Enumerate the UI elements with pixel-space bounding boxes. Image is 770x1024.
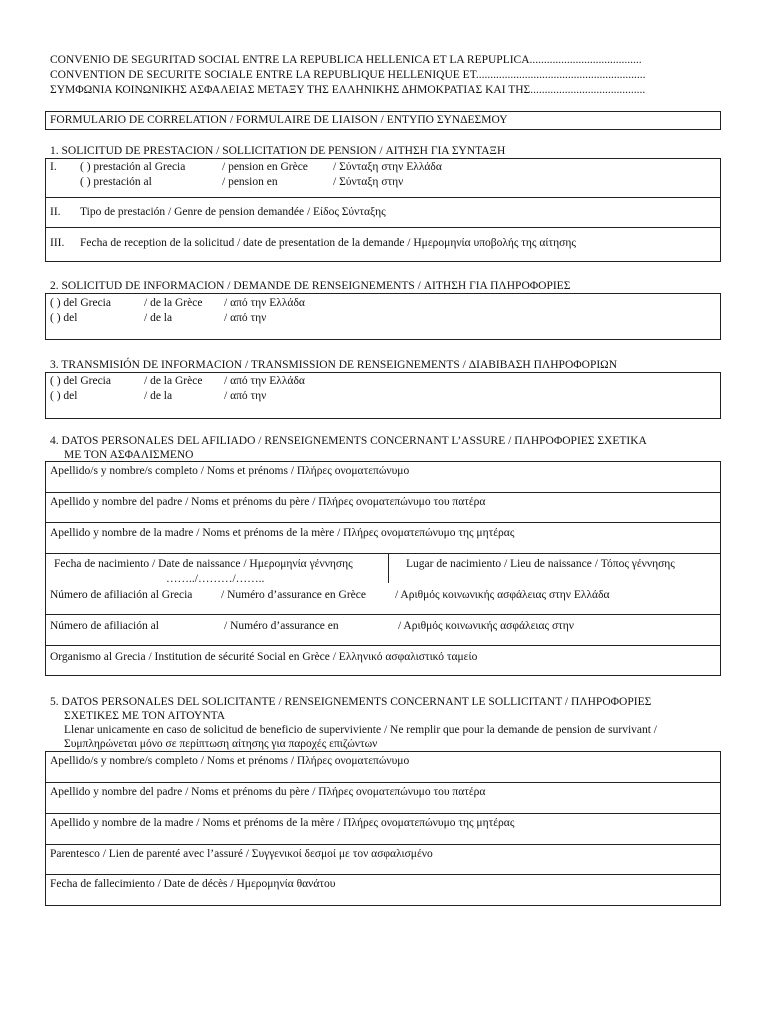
insured-birth-date-field[interactable]: Fecha de nacimiento / Date de naissance / Ημερομηνία γέννησης <box>54 558 353 570</box>
greek-institution-field[interactable]: Organismo al Grecia / Institution de sécurité Social en Grèce / Ελληνικό ασφαλιστικό ταμείο <box>50 651 478 663</box>
insured-birth-place-field[interactable]: Lugar de nacimiento / Lieu de naissance / Τόπος γέννησης <box>406 558 675 570</box>
insured-father-name-field[interactable]: Apellido y nombre del padre / Noms et prénoms du père / Πλήρες ονοματεπώνυμο του πατέρα <box>50 496 486 508</box>
info-transmit-greece-fr: / de la Grèce <box>144 375 203 387</box>
info-transmit-other-checkbox[interactable]: ( ) del <box>50 390 78 402</box>
prestation-other-checkbox[interactable]: ( ) prestación al <box>80 176 152 188</box>
form-title: FORMULARIO DE CORRELATION / FORMULAIRE DE LIAISON / ΕΝΤΥΠΟ ΣΥΝΔΕΣΜΟΥ <box>50 114 508 126</box>
section4-divider-5 <box>45 645 721 646</box>
section5-note-1: Llenar unicamente en caso de solicitud de beneficio de superviviente / Ne remplir que pour la demande de pension de survivant / <box>64 724 658 736</box>
prestation-greece-gr: / Σύνταξη στην Ελλάδα <box>333 161 442 173</box>
info-request-other-fr: / de la <box>144 312 173 324</box>
info-transmit-other-fr: / de la <box>144 390 173 402</box>
section5-divider-4 <box>45 874 721 875</box>
insured-full-name-field[interactable]: Apellido/s y nombre/s completo / Noms et prénoms / Πλήρες ονοματεπώνυμο <box>50 465 410 477</box>
insured-birth-date-blank: ……../………/…….. <box>166 573 265 585</box>
affiliation-other-field[interactable]: Número de afiliación al <box>50 620 159 632</box>
affiliation-greece-field[interactable]: Número de afiliación al Grecia <box>50 589 193 601</box>
section5-divider-1 <box>45 782 721 783</box>
prestation-greece-checkbox[interactable]: ( ) prestación al Grecia <box>80 161 186 173</box>
affiliation-other-gr: / Αριθμός κοινωνικής ασφάλειας στην <box>398 620 574 632</box>
section2-title: 2. SOLICITUD DE INFORMACION / DEMANDE DE RENSEIGNEMENTS / ΑΙΤΗΣΗ ΓΙΑ ΠΛΗΡΟΦΟΡΙΕΣ <box>50 280 571 292</box>
info-transmit-greece-checkbox[interactable]: ( ) del Grecia <box>50 375 111 387</box>
header-line-2: CONVENTION DE SECURITE SOCIALE ENTRE LA REPUBLIQUE HELLENIQUE ET........................................................... <box>50 69 646 81</box>
affiliation-greece-fr: / Numéro d’assurance en Grèce <box>221 589 366 601</box>
section3-title: 3. TRANSMISIÓN DE INFORMACION / TRANSMISSION DE RENSEIGNEMENTS / ΔΙΑΒΙΒΑΣΗ ΠΛΗΡΟΦΟΡΙΩΝ <box>50 359 618 371</box>
section5-divider-2 <box>45 813 721 814</box>
section4-birth-divider <box>388 553 389 583</box>
section4-title-2: ΜΕ ΤΟΝ ΑΣΦΑΛΙΣΜΕΝΟ <box>64 449 194 461</box>
applicant-full-name-field[interactable]: Apellido/s y nombre/s completo / Noms et prénoms / Πλήρες ονοματεπώνυμο <box>50 755 410 767</box>
prestation-other-gr: / Σύνταξη στην <box>333 176 404 188</box>
section4-title-1: 4. DATOS PERSONALES DEL AFILIADO / RENSEIGNEMENTS CONCERNANT L’ASSURE / ΠΛΗΡΟΦΟΡΙΕΣ ΣΧΕΤΙΚΑ <box>50 435 647 447</box>
section4-divider-2 <box>45 522 721 523</box>
section1-divider-2 <box>45 227 721 228</box>
section1-divider-1 <box>45 197 721 198</box>
insured-mother-name-field[interactable]: Apellido y nombre de la madre / Noms et prénoms de la mère / Πλήρες ονοματεπώνυμο της μητέρας <box>50 527 515 539</box>
affiliation-other-fr: / Numéro d’assurance en <box>224 620 339 632</box>
prestation-greece-fr: / pension en Grèce <box>222 161 308 173</box>
section1-title: 1. SOLICITUD DE PRESTACION / SOLLICITATION DE PENSION / ΑΙΤΗΣΗ ΓΙΑ ΣΥΝΤΑΞΗ <box>50 145 506 157</box>
section4-divider-1 <box>45 492 721 493</box>
info-transmit-other-gr: / από την <box>224 390 267 402</box>
section5-title-2: ΣΧΕΤΙΚΕΣ ΜΕ ΤΟΝ ΑΙΤΟΥΝΤΑ <box>64 710 226 722</box>
info-request-greece-fr: / de la Grèce <box>144 297 203 309</box>
info-request-greece-gr: / από την Ελλάδα <box>224 297 305 309</box>
prestation-other-fr: / pension en <box>222 176 278 188</box>
info-request-other-checkbox[interactable]: ( ) del <box>50 312 78 324</box>
section5-title-1: 5. DATOS PERSONALES DEL SOLICITANTE / RENSEIGNEMENTS CONCERNANT LE SOLLICITANT / ΠΛΗΡΟΦΟΡΙΕΣ <box>50 696 652 708</box>
info-transmit-greece-gr: / από την Ελλάδα <box>224 375 305 387</box>
section1-row1-num: I. <box>50 161 57 173</box>
section4-divider-4 <box>45 614 721 615</box>
header-line-1: CONVENIO DE SEGURITAD SOCIAL ENTRE LA REPUBLICA HELLENICA ET LA REPUPLICA....................................... <box>50 54 642 66</box>
header-line-3: ΣΥΜΦΩΝΙΑ ΚΟΙΝΩΝΙΚΗΣ ΑΣΦΑΛΕΙΑΣ ΜΕΤΑΞΥ ΤΗΣ ΕΛΛΗΝΙΚΗΣ ΔΗΜΟΚΡΑΤΙΑΣ ΚΑΙ ΤΗΣ........................................ <box>50 84 646 96</box>
pension-type-field[interactable]: Tipo de prestación / Genre de pension demandée / Είδος Σύνταξης <box>80 206 386 218</box>
section1-row2-num: II. <box>50 206 61 218</box>
death-date-field[interactable]: Fecha de fallecimiento / Date de décès / Ημερομηνία θανάτου <box>50 878 336 890</box>
section4-divider-3 <box>45 553 721 554</box>
info-request-other-gr: / από την <box>224 312 267 324</box>
affiliation-greece-gr: / Αριθμός κοινωνικής ασφάλειας στην Ελλάδα <box>395 589 610 601</box>
applicant-relationship-field[interactable]: Parentesco / Lien de parenté avec l’assuré / Συγγενικοί δεσμοί με τον ασφαλισμένο <box>50 848 433 860</box>
applicant-mother-name-field[interactable]: Apellido y nombre de la madre / Noms et prénoms de la mère / Πλήρες ονοματεπώνυμο της μητέρας <box>50 817 515 829</box>
section5-note-2: Συμπληρώνεται μόνο σε περίπτωση αίτησης για παροχές επιζώντων <box>64 738 378 750</box>
info-request-greece-checkbox[interactable]: ( ) del Grecia <box>50 297 111 309</box>
reception-date-field[interactable]: Fecha de reception de la solicitud / date de presentation de la demande / Ημερομηνία υποβολής της αίτησης <box>80 237 576 249</box>
applicant-father-name-field[interactable]: Apellido y nombre del padre / Noms et prénoms du père / Πλήρες ονοματεπώνυμο του πατέρα <box>50 786 486 798</box>
section5-divider-3 <box>45 844 721 845</box>
section1-row3-num: III. <box>50 237 65 249</box>
